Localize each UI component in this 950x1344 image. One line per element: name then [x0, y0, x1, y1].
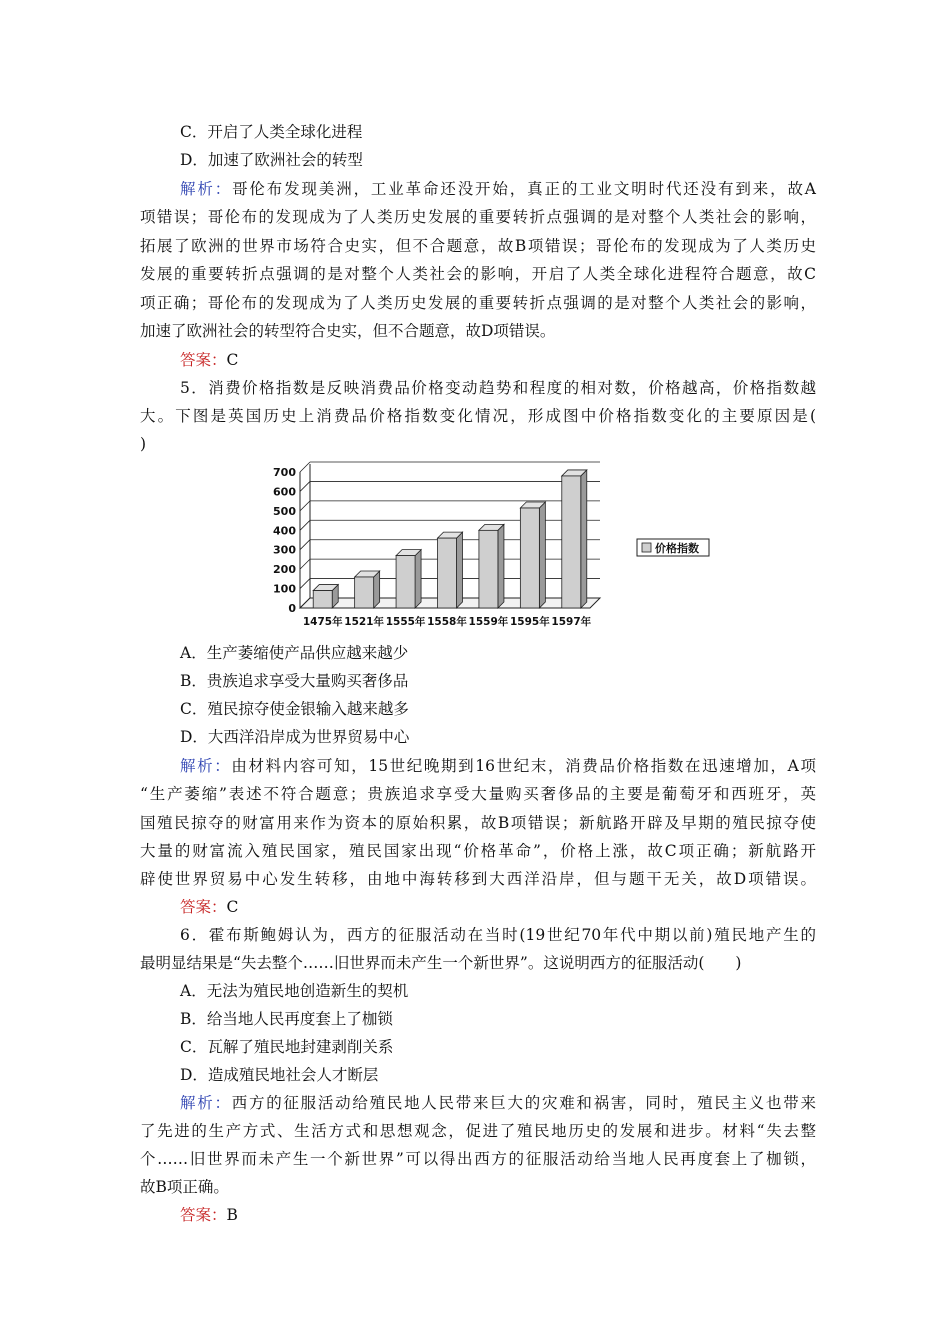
q6-analysis-line-0: 解析：西方的征服活动给殖民地人民带来巨大的灾难和祸害，同时，殖民主义也带来 [180, 1094, 816, 1112]
x-tick-label: 1597年 [551, 616, 592, 628]
bar [520, 508, 539, 608]
q5-answer [180, 897, 238, 917]
q6-analysis-label: 解析： [180, 1094, 232, 1112]
q5-answer-value: C [226, 898, 239, 916]
q4-analysis-line-0: 解析：哥伦布发现美洲，工业革命还没开始，真正的工业文明时代还没有到来，故A [180, 180, 816, 198]
x-tick-label: 1559年 [468, 616, 509, 628]
x-tick-label: 1475年 [302, 616, 343, 628]
chart-back-wall [300, 464, 310, 608]
bar [313, 591, 332, 608]
q4-analysis-line-1: 项错误；哥伦布的发现成为了人类历史发展的重要转折点强调的是对整个人类社会的影响， [140, 208, 816, 226]
q5-analysis-line-0: 解析：由材料内容可知，15世纪晚期到16世纪末，消费品价格指数在迅速增加，A项 [180, 757, 816, 775]
bar [438, 538, 457, 608]
q4-analysis-line-2: 拓展了欧洲的世界市场符合史实，但不合题意，故B项错误；哥伦布的发现成为了人类历史 [140, 237, 816, 255]
x-tick-label: 1555年 [385, 616, 426, 628]
q6-analysis-line-3: 故B项正确。 [140, 1178, 229, 1196]
y-tick-label: 600 [273, 485, 296, 499]
x-tick-label: 1595年 [509, 616, 550, 628]
q6-answer [180, 1205, 238, 1225]
q4-analysis-line-4: 项正确；哥伦布的发现成为了人类历史发展的重要转折点强调的是对整个人类社会的影响， [140, 294, 816, 312]
q6-stem-line-1: 最明显结果是“失去整个……旧世界而未产生一个新世界”。这说明西方的征服活动( ) [140, 954, 742, 972]
q5-stem-line-2: ) [140, 435, 147, 453]
y-tick-label: 500 [273, 504, 296, 518]
y-tick-label: 300 [273, 543, 296, 557]
q5-analysis-line-2: 国殖民掠夺的财富用来作为资本的原始积累，故B项错误；新航路开辟及早期的殖民掠夺使 [140, 814, 816, 832]
bar [355, 577, 374, 608]
gridline-diag [300, 579, 310, 589]
y-tick-label: 100 [273, 582, 296, 596]
q4-answer [180, 350, 238, 370]
q4-option-d: D．加速了欧洲社会的转型 [180, 151, 363, 169]
q6-answer-label: 答案： [180, 1206, 227, 1224]
x-tick-label: 1558年 [427, 616, 467, 628]
q5-option-a: A．生产萎缩使产品供应越来越少 [180, 644, 409, 662]
gridline-diag [300, 462, 310, 472]
q4-analysis-line-3: 发展的重要转折点强调的是对整个人类社会的影响，开启了人类全球化进程符合题意，故C [140, 265, 816, 283]
q6-option-a: A．无法为殖民地创造新生的契机 [180, 982, 409, 1000]
q6-stem-line-0: 6．霍布斯鲍姆认为，西方的征服活动在当时(19世纪70年代中期以前)殖民地产生的 [180, 926, 816, 944]
bar-side [498, 524, 504, 608]
q5-stem-line-1: 大。下图是英国历史上消费品价格指数变化情况，形成图中价格指数变化的主要原因是( [140, 407, 816, 425]
gridline-diag [300, 559, 310, 569]
bar-side [457, 532, 463, 608]
q4-option-c: C．开启了人类全球化进程 [180, 123, 363, 141]
x-tick-label: 1521年 [344, 616, 385, 628]
q5-option-b: B．贵族追求享受大量购买奢侈品 [180, 672, 409, 690]
q5-analysis-label: 解析： [180, 757, 232, 775]
gridline-diag [300, 501, 310, 511]
gridline-diag [300, 520, 310, 530]
q4-analysis-line-5: 加速了欧洲社会的转型符合史实，但不合题意，故D项错误。 [140, 322, 556, 340]
bar-side [581, 470, 587, 608]
bar [396, 556, 415, 608]
q4-analysis-label: 解析： [180, 180, 233, 198]
q4-answer-label: 答案： [180, 351, 227, 369]
q5-analysis-line-4: 辟使世界贸易中心发生转移，由地中海转移到大西洋沿岸，但与题干无关，故D项错误。 [140, 870, 816, 888]
q5-analysis-line-1: “生产萎缩”表述不符合题意；贵族追求享受大量购买奢侈品的主要是葡萄牙和西班牙，英 [140, 785, 816, 803]
bar-side [415, 550, 421, 608]
gridline-diag [300, 481, 310, 491]
price-index-chart [270, 460, 730, 632]
q6-analysis-line-1: 了先进的生产方式、生活方式和思想观念，促进了殖民地历史的发展和进步。材料“失去整 [140, 1122, 816, 1140]
gridline-diag [300, 540, 310, 550]
legend-label: 价格指数 [655, 542, 699, 555]
q6-answer-value: B [226, 1206, 238, 1224]
q5-option-d: D．大西洋沿岸成为世界贸易中心 [180, 728, 410, 746]
bar [479, 530, 498, 608]
chart-legend [637, 539, 709, 556]
y-tick-label: 400 [273, 524, 296, 538]
y-tick-label: 200 [273, 563, 296, 577]
q5-stem-line-0: 5．消费价格指数是反映消费品价格变动趋势和程度的相对数，价格越高，价格指数越 [180, 379, 816, 397]
q6-option-b: B．给当地人民再度套上了枷锁 [180, 1010, 393, 1028]
legend-swatch [642, 543, 651, 552]
bar-side [539, 502, 545, 608]
q6-option-d: D．造成殖民地社会人才断层 [180, 1066, 379, 1084]
q6-analysis-line-2: 个……旧世界而未产生一个新世界”可以得出西方的征服活动给当地人民再度套上了枷锁， [140, 1150, 816, 1168]
q4-answer-value: C [226, 351, 239, 369]
q6-option-c: C．瓦解了殖民地封建剥削关系 [180, 1038, 394, 1056]
q5-analysis-line-3: 大量的财富流入殖民国家，殖民国家出现“价格革命”，价格上涨，故C项正确；新航路开 [140, 842, 816, 860]
y-tick-label: 700 [273, 466, 296, 479]
q5-option-c: C．殖民掠夺使金银输入越来越多 [180, 700, 409, 718]
q5-answer-label: 答案： [180, 898, 227, 916]
y-tick-label: 0 [288, 602, 296, 615]
bar [562, 476, 581, 608]
